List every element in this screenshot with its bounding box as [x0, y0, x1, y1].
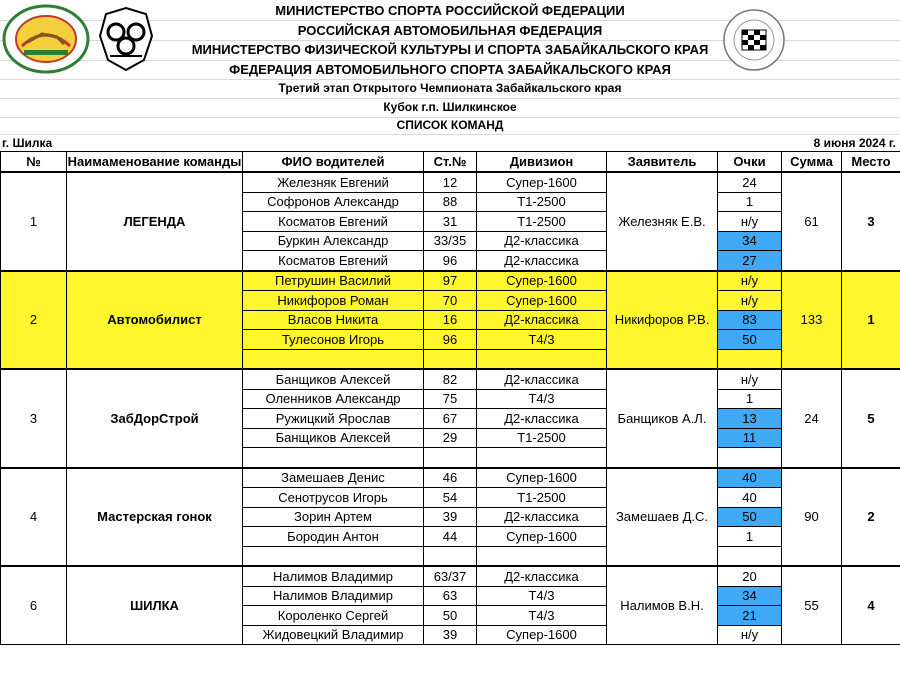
start-number: 97 [424, 271, 477, 291]
driver-points: 24 [718, 172, 782, 192]
driver-name: Зорин Артем [243, 507, 424, 527]
start-number: 33/35 [424, 231, 477, 251]
start-number: 88 [424, 192, 477, 212]
col-header-team: Наимаменование команды [67, 152, 243, 173]
applicant: Налимов В.Н. [607, 566, 718, 645]
start-number: 12 [424, 172, 477, 192]
division: Т4/3 [477, 389, 607, 409]
driver-name: Железняк Евгений [243, 172, 424, 192]
driver-name: Оленников Александр [243, 389, 424, 409]
team-sum: 55 [782, 566, 842, 645]
start-number: 75 [424, 389, 477, 409]
start-number [424, 349, 477, 369]
col-header-sum: Сумма [782, 152, 842, 173]
team-name: ЗабДорСтрой [67, 369, 243, 468]
start-number: 16 [424, 310, 477, 330]
division: Супер-1600 [477, 527, 607, 547]
division: Т4/3 [477, 330, 607, 350]
header-line-4: ФЕДЕРАЦИЯ АВТОМОБИЛЬНОГО СПОРТА ЗАБАЙКАЛЬСКОГО КРАЯ [229, 62, 671, 77]
col-header-division: Дивизион [477, 152, 607, 173]
driver-name: Петрушин Василий [243, 271, 424, 291]
driver-name: Налимов Владимир [243, 586, 424, 606]
start-number: 54 [424, 488, 477, 508]
team-sum: 61 [782, 172, 842, 271]
driver-name: Бородин Антон [243, 527, 424, 547]
driver-points: 13 [718, 409, 782, 429]
teams-table [0, 151, 900, 645]
division: Т1-2500 [477, 488, 607, 508]
team-number: 2 [1, 271, 67, 370]
header-line-1: МИНИСТЕРСТВО СПОРТА РОССИЙСКОЙ ФЕДЕРАЦИИ [275, 3, 625, 18]
team-place: 3 [842, 172, 900, 271]
division: Супер-1600 [477, 625, 607, 645]
start-number: 96 [424, 251, 477, 271]
driver-points: 50 [718, 507, 782, 527]
division: Супер-1600 [477, 271, 607, 291]
driver-points: 27 [718, 251, 782, 271]
col-header-place: Место [842, 152, 900, 173]
team-name: ШИЛКА [67, 566, 243, 645]
start-number: 31 [424, 212, 477, 232]
start-number: 46 [424, 468, 477, 488]
driver-name: Сенотрусов Игорь [243, 488, 424, 508]
start-number: 70 [424, 291, 477, 311]
division: Супер-1600 [477, 468, 607, 488]
driver-points: 34 [718, 586, 782, 606]
driver-name: Власов Никита [243, 310, 424, 330]
division: Д2-классика [477, 231, 607, 251]
division: Д2-классика [477, 310, 607, 330]
driver-name: Ружицкий Ярослав [243, 409, 424, 429]
driver-name [243, 448, 424, 468]
driver-name: Буркин Александр [243, 231, 424, 251]
division: Т4/3 [477, 606, 607, 626]
driver-points: н/у [718, 291, 782, 311]
team-place: 4 [842, 566, 900, 645]
driver-name [243, 349, 424, 369]
driver-points: н/у [718, 369, 782, 389]
team-name: Автомобилист [67, 271, 243, 370]
start-number: 63/37 [424, 566, 477, 586]
driver-points [718, 546, 782, 566]
driver-name: Замешаев Денис [243, 468, 424, 488]
division: Д2-классика [477, 566, 607, 586]
team-number: 3 [1, 369, 67, 468]
driver-points [718, 349, 782, 369]
date-label: 8 июня 2024 г. [813, 136, 896, 150]
division: Д2-классика [477, 507, 607, 527]
division: Супер-1600 [477, 291, 607, 311]
start-number: 39 [424, 625, 477, 645]
document-title: СПИСОК КОМАНД [396, 118, 504, 132]
start-number: 50 [424, 606, 477, 626]
driver-points: 50 [718, 330, 782, 350]
driver-name [243, 546, 424, 566]
driver-points: 40 [718, 468, 782, 488]
start-number: 44 [424, 527, 477, 547]
applicant: Замешаев Д.С. [607, 468, 718, 567]
division [477, 349, 607, 369]
driver-points: 1 [718, 527, 782, 547]
driver-name: Короленко Сергей [243, 606, 424, 626]
team-name: ЛЕГЕНДА [67, 172, 243, 271]
driver-name: Налимов Владимир [243, 566, 424, 586]
driver-points: 1 [718, 192, 782, 212]
driver-name: Косматов Евгений [243, 212, 424, 232]
team-place: 5 [842, 369, 900, 468]
division: Т4/3 [477, 586, 607, 606]
start-number: 39 [424, 507, 477, 527]
city-label: г. Шилка [2, 136, 53, 150]
header-line-5: Третий этап Открытого Чемпионата Забайкальского края [278, 81, 622, 95]
sheet-gridline [0, 98, 900, 99]
team-name: Мастерская гонок [67, 468, 243, 567]
division [477, 546, 607, 566]
header-line-6: Кубок г.п. Шилкинское [383, 100, 517, 114]
division: Д2-классика [477, 369, 607, 389]
driver-name: Банщиков Алексей [243, 369, 424, 389]
applicant: Никифоров Р.В. [607, 271, 718, 370]
team-row [1, 172, 900, 192]
team-number: 6 [1, 566, 67, 645]
start-number: 63 [424, 586, 477, 606]
driver-name: Банщиков Алексей [243, 428, 424, 448]
team-sum: 133 [782, 271, 842, 370]
division: Т1-2500 [477, 192, 607, 212]
header-line-3: МИНИСТЕРСТВО ФИЗИЧЕСКОЙ КУЛЬТУРЫ И СПОРТА ЗАБАЙКАЛЬСКОГО КРАЯ [191, 42, 709, 57]
driver-points: н/у [718, 625, 782, 645]
header-line-2: РОССИЙСКАЯ АВТОМОБИЛЬНАЯ ФЕДЕРАЦИЯ [297, 23, 603, 38]
start-number: 67 [424, 409, 477, 429]
driver-points: 11 [718, 428, 782, 448]
driver-points: 40 [718, 488, 782, 508]
team-sum: 90 [782, 468, 842, 567]
col-header-points: Очки [718, 152, 782, 173]
start-number: 96 [424, 330, 477, 350]
sheet-gridline [0, 134, 900, 135]
team-row [1, 271, 900, 291]
team-number: 1 [1, 172, 67, 271]
division: Супер-1600 [477, 172, 607, 192]
team-sum: 24 [782, 369, 842, 468]
driver-name: Косматов Евгений [243, 251, 424, 271]
driver-points: 20 [718, 566, 782, 586]
division: Д2-классика [477, 409, 607, 429]
team-place: 1 [842, 271, 900, 370]
division: Д2-классика [477, 251, 607, 271]
division: Т1-2500 [477, 212, 607, 232]
start-number [424, 546, 477, 566]
sheet-gridline [0, 79, 900, 80]
driver-points: 83 [718, 310, 782, 330]
division: Т1-2500 [477, 428, 607, 448]
driver-name: Софронов Александр [243, 192, 424, 212]
team-row [1, 468, 900, 488]
table-header-row [1, 152, 900, 173]
team-row [1, 369, 900, 389]
col-header-applicant: Заявитель [607, 152, 718, 173]
driver-name: Тулесонов Игорь [243, 330, 424, 350]
start-number: 29 [424, 428, 477, 448]
division [477, 448, 607, 468]
col-header-drivers: ФИО водителей [243, 152, 424, 173]
col-header-number: № [1, 152, 67, 173]
driver-name: Никифоров Роман [243, 291, 424, 311]
driver-points: н/у [718, 271, 782, 291]
team-place: 2 [842, 468, 900, 567]
team-row [1, 566, 900, 586]
start-number [424, 448, 477, 468]
driver-points [718, 448, 782, 468]
col-header-start-number: Ст.№ [424, 152, 477, 173]
driver-points: 1 [718, 389, 782, 409]
driver-points: 34 [718, 231, 782, 251]
driver-points: 21 [718, 606, 782, 626]
team-number: 4 [1, 468, 67, 567]
applicant: Банщиков А.Л. [607, 369, 718, 468]
driver-points: н/у [718, 212, 782, 232]
start-number: 82 [424, 369, 477, 389]
applicant: Железняк Е.В. [607, 172, 718, 271]
driver-name: Жидовецкий Владимир [243, 625, 424, 645]
